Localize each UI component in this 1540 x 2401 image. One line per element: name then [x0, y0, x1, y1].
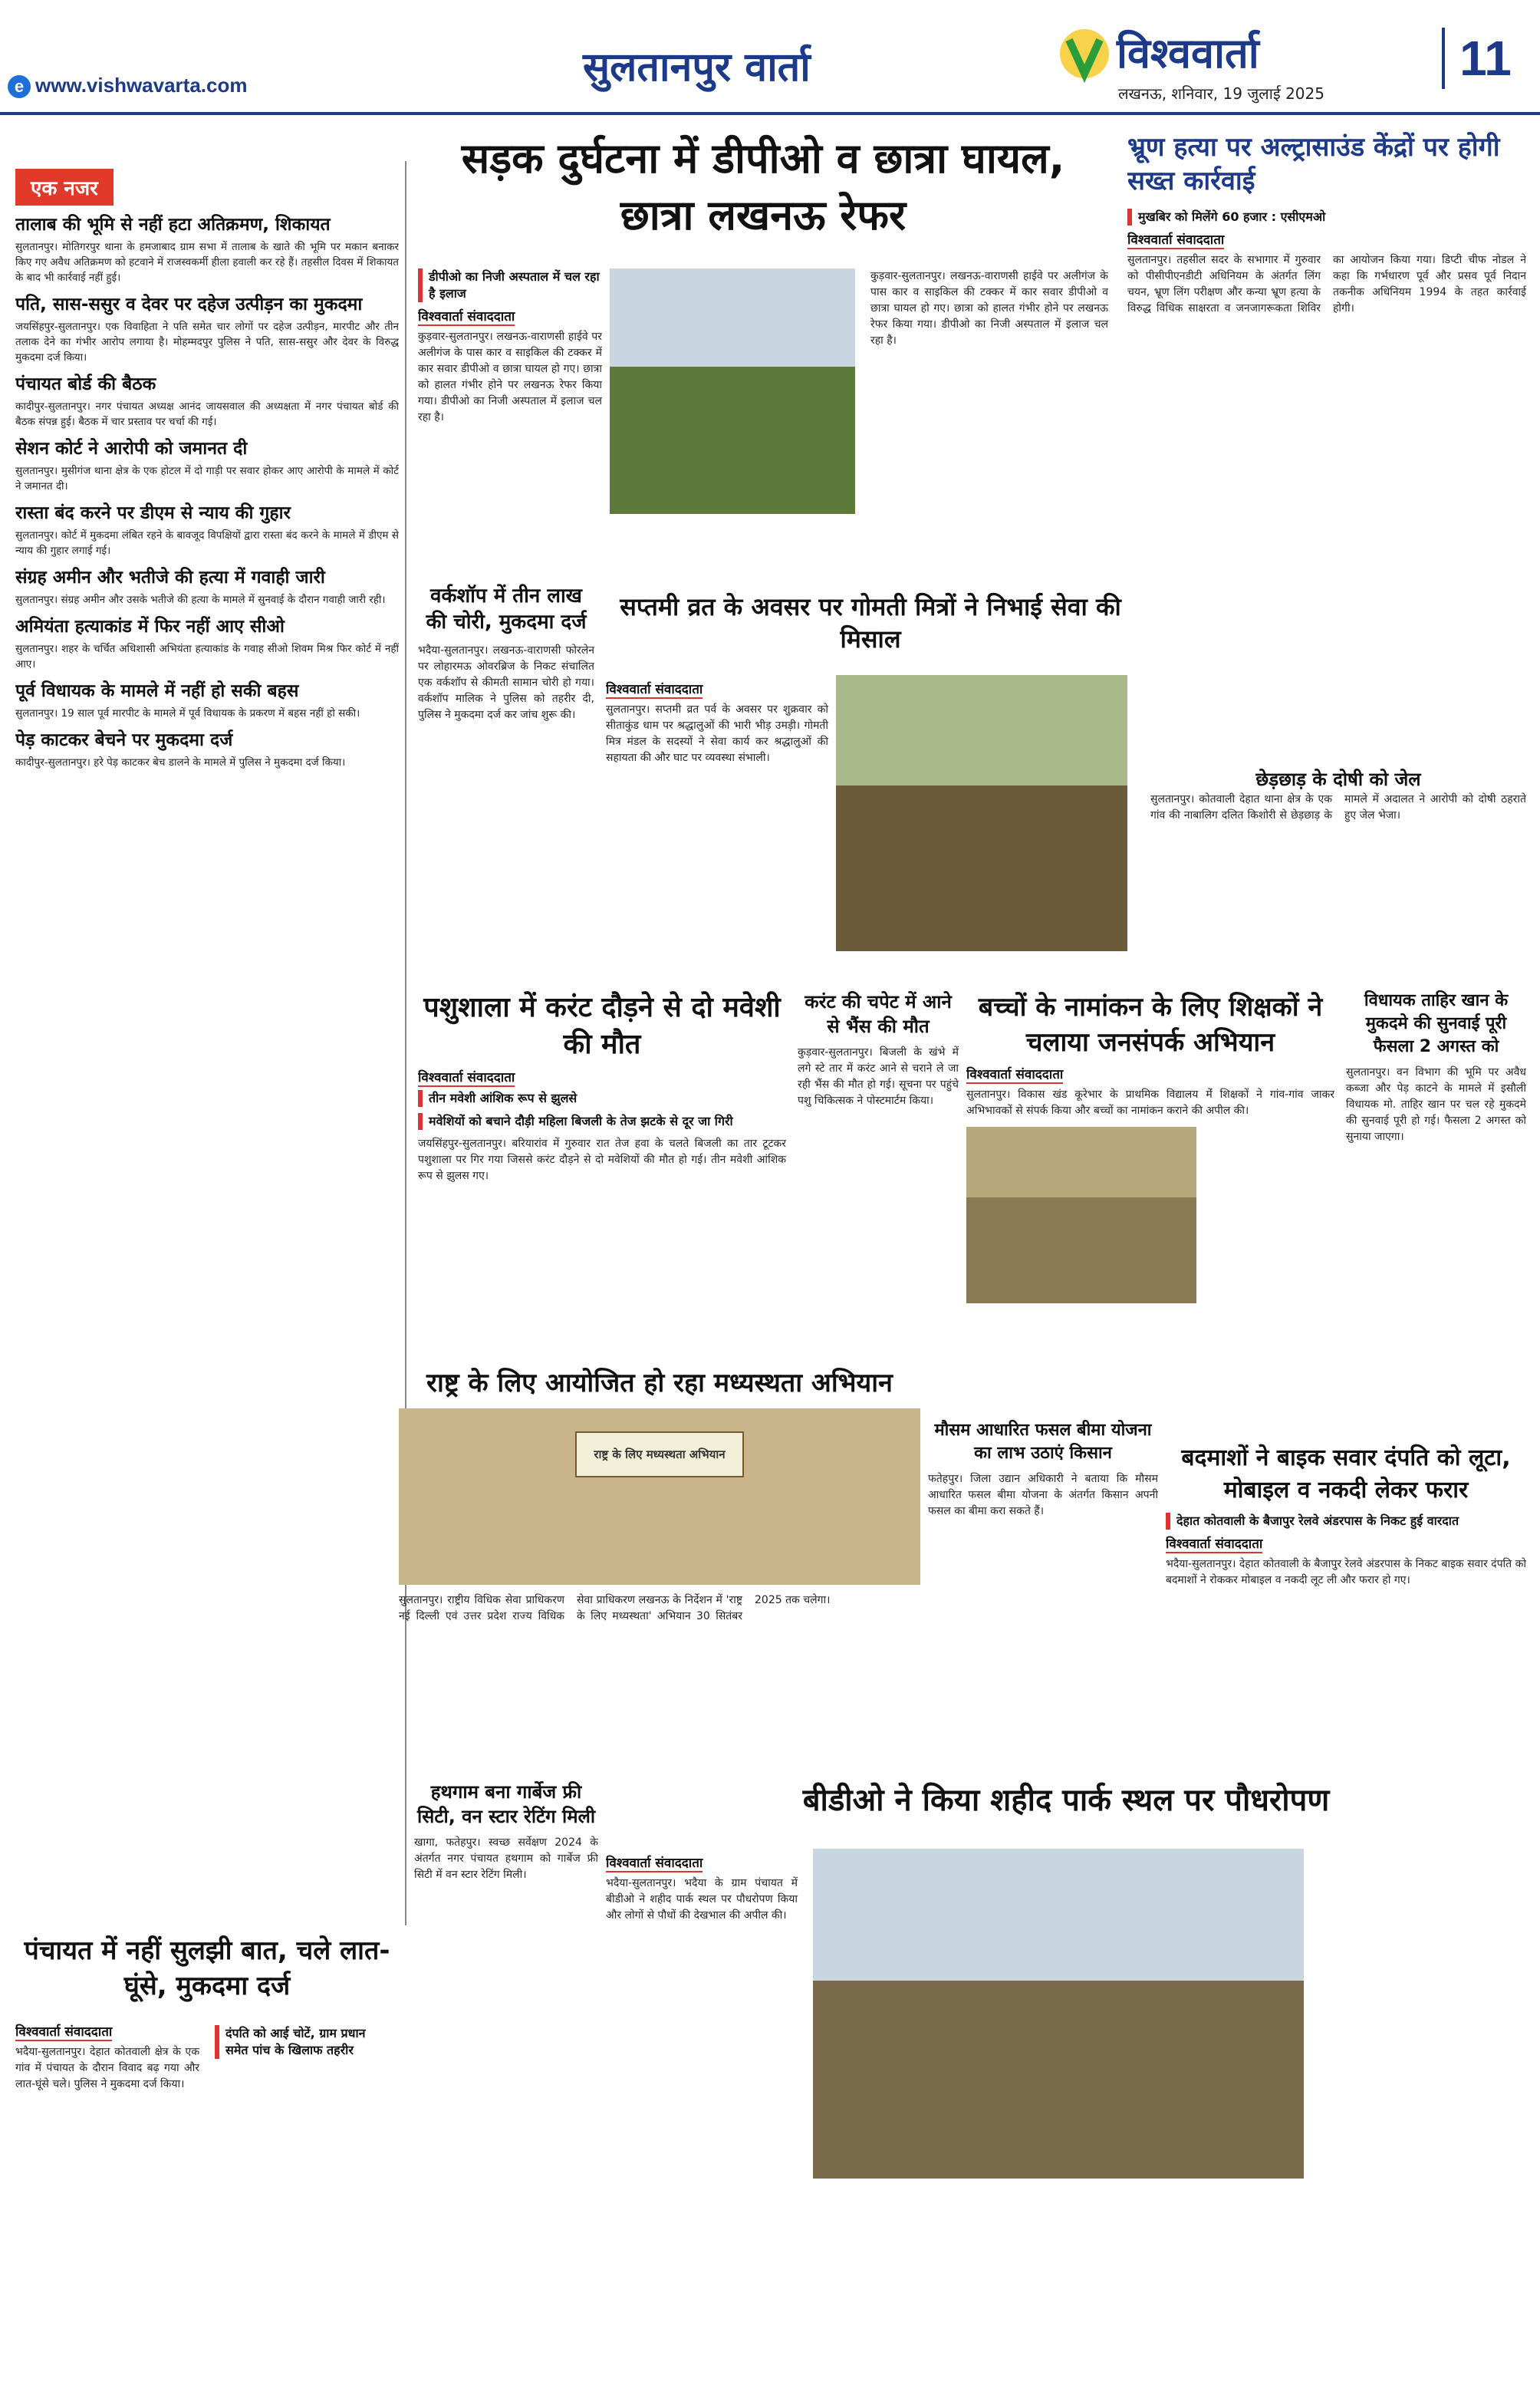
brief-text: कादीपुर-सुलतानपुर। नगर पंचायत अध्यक्ष आनंद जायसवाल की अध्यक्षता में नगर पंचायत बोर्ड की बैठक संपन्न हुई। बैठक में चार प्रस्ताव पर चर्चा की गई। — [15, 400, 399, 428]
ultrasound-byline: विश्ववार्ता संवाददाता — [1127, 230, 1224, 249]
brief-item — [15, 437, 399, 494]
mla-body: सुलतानपुर। वन विभाग की भूमि पर अवैध कब्जा और पेड़ काटने के मामले में इसौली विधायक मो. ताहिर खान पर चल रहे मुकदमे की सुनवाई पूरी हो गई। फैसला 2 अगस्त को सुनाया जाएगा। — [1346, 1066, 1526, 1143]
crop-story — [928, 1419, 1158, 1764]
ultrasound-headline[interactable]: भ्रूण हत्या पर अल्ट्रासाउंड केंद्रों पर होगी सख्त कार्रवाई — [1127, 132, 1500, 196]
cattle-callout-1: तीन मवेशी आंशिक रूप से झुलसे — [418, 1090, 786, 1107]
brief-headline[interactable]: संग्रह अमीन और भतीजे की हत्या में गवाही जारी — [15, 568, 325, 588]
cattle-byline: विश्ववार्ता संवाददाता — [418, 1068, 515, 1087]
park-byline: विश्ववार्ता संवाददाता — [606, 1853, 703, 1872]
robbery-byline: विश्ववार्ता संवाददाता — [1166, 1534, 1262, 1553]
brief-text: सुलतानपुर। संग्रह अमीन और उसके भतीजे की हत्या के मामले में सुनवाई के दौरान गवाही जारी रही। — [15, 594, 386, 606]
enroll-story — [966, 990, 1334, 1404]
brief-text: जयसिंहपुर-सुलतानपुर। एक विवाहिता ने पति समेत चार लोगों पर दहेज उत्पीड़न, मारपीट और तीन तलाक देने का गंभीर आरोप लगाया है। मोहम्मदपुर पुलिस ने पति, सास-ससुर और देवर के विरुद्ध मुकदमा दर्ज किया। — [15, 321, 399, 364]
jail-body: सुलतानपुर। कोतवाली देहात थाना क्षेत्र के एक गांव की नाबालिग दलित किशोरी से छेड़छाड़ के मामले में अदालत ने आरोपी को दोषी ठहराते हुए जेल भेजा। — [1150, 793, 1526, 822]
brief-item — [15, 213, 399, 285]
cattle-body: जयसिंहपुर-सुलतानपुर। बरियारांव में गुरुवार रात तेज हवा के चलते बिजली का तार टूटकर पशुशाला पर गिर गया जिससे करंट दौड़ने से दो मवेशियों की मौत हो गई। तीन मवेशी आंशिक रूप से झुलस गए। — [418, 1138, 786, 1182]
mediation-banner: राष्ट्र के लिए मध्यस्थता अभियान — [575, 1431, 744, 1477]
gomti-body: सुलतानपुर। सप्तमी व्रत पर्व के अवसर पर शुक्रवार को सीताकुंड धाम पर श्रद्धालुओं की भारी भीड़ उमड़ी। गोमती मित्र मंडल के सदस्यों ने सेवा कार्य कर श्रद्धालुओं की सहायता की और घाट पर व्यवस्था संभाली। — [606, 703, 828, 764]
hathgaon-story — [414, 1780, 598, 2393]
brief-headline[interactable]: अमियंता हत्याकांड में फिर नहीं आए सीओ — [15, 617, 285, 637]
brief-item — [15, 680, 399, 721]
panchayat-callout: दंपति को आई चोटें, ग्राम प्रधान समेत पांच के खिलाफ तहरीर — [215, 2025, 391, 2059]
panchayat-headline[interactable]: पंचायत में नहीं सुलझी बात, चले लात-घूंसे, मुकदमा दर्ज — [24, 1935, 390, 2001]
brief-headline[interactable]: तालाब की भूमि से नहीं हटा अतिक्रमण, शिकायत — [15, 215, 331, 235]
mediation-headline[interactable]: राष्ट्र के लिए आयोजित हो रहा मध्यस्थता अभियान — [426, 1368, 893, 1398]
brief-text: सुलतानपुर। मोतिगरपुर थाना के हमजाबाद ग्राम सभा में तालाब के खाते की भूमि पर मकान बनाकर किए गए अवैध अतिक्रमण को हटवाने में राजस्वकर्मी हीला हवाली कर रहे हैं। तहसील दिवस में शिकायत के बाद भी कार्रवाई नहीं हुई। — [15, 241, 399, 284]
workshop-body: भदैया-सुलतानपुर। लखनऊ-वाराणसी फोरलेन पर लोहारमऊ ओवरब्रिज के निकट संचालित एक वर्कशॉप से कीमती सामान चोरी हो गया। वर्कशॉप मालिक ने पुलिस को तहरीर दी, पुलिस ने मुकदमा दर्ज कर जांच शुरू की। — [418, 644, 594, 721]
brief-item — [15, 502, 399, 558]
cattle-headline[interactable]: पशुशाला में करंट दौड़ने से दो मवेशी की मौत — [423, 992, 781, 1060]
park-photo — [813, 1849, 1304, 2179]
lead-byline: विश्ववार्ता संवाददाता — [418, 307, 515, 326]
briefs-column — [15, 169, 399, 1925]
workshop-headline[interactable]: वर्कशॉप में तीन लाख की चोरी, मुकदमा दर्ज — [426, 585, 587, 634]
cattle-story — [418, 990, 786, 1358]
robbery-story — [1166, 1442, 1526, 1764]
brief-headline[interactable]: पति, सास-ससुर व देवर पर दहेज उत्पीड़न का मुकदमा — [15, 295, 363, 315]
crop-body: फतेहपुर। जिला उद्यान अधिकारी ने बताया कि मौसम आधारित फसल बीमा योजना के अंतर्गत किसान अपनी फसल का बीमा करा सकते हैं। — [928, 1473, 1158, 1517]
brief-text: सुलतानपुर। कोर्ट में मुकदमा लंबित रहने के बावजूद विपक्षियों द्वारा रास्ता बंद करने के मामले में डीएम से न्याय की गुहार लगाई गई। — [15, 529, 399, 557]
panchayat-body: भदैया-सुलतानपुर। देहात कोतवाली क्षेत्र के एक गांव में पंचायत के दौरान विवाद बढ़ गया और लात-घूंसे चले। पुलिस ने मुकदमा दर्ज किया। — [15, 2046, 199, 2090]
mediation-photo — [399, 1408, 920, 1585]
brief-item — [15, 566, 399, 608]
mediation-body: सुलतानपुर। राष्ट्रीय विधिक सेवा प्राधिकरण नई दिल्ली एवं उत्तर प्रदेश राज्य विधिक सेवा प्राधिकरण लखनऊ के निर्देशन में 'राष्ट्र के लिए मध्यस्थता' अभियान 30 सितंबर 2025 तक चलेगा। — [399, 1594, 831, 1622]
enroll-headline[interactable]: बच्चों के नामांकन के लिए शिक्षकों ने चलाया जनसंपर्क अभियान — [978, 992, 1323, 1058]
mediation-story — [399, 1365, 920, 1764]
gomti-story — [606, 591, 1135, 1051]
hathgaon-headline[interactable]: हथगाम बना गार्बेज फ्री सिटी, वन स्टार रेटिंग मिली — [416, 1781, 596, 1827]
park-headline[interactable]: बीडीओ ने किया शहीद पार्क स्थल पर पौधरोपण — [802, 1783, 1330, 1818]
lead-body-cont: कुड़वार-सुलतानपुर। लखनऊ-वाराणसी हाईवे पर अलीगंज के पास कार व साइकिल की टक्कर में कार सवार डीपीओ व छात्रा घायल हो गए। छात्रा को हालत गंभीर होने पर लखनऊ रेफर किया गया। डीपीओ का निजी अस्पताल में इलाज चल रहा है। — [870, 270, 1108, 347]
brief-item — [15, 615, 399, 672]
robbery-callout: देहात कोतवाली के बैजापुर रेलवे अंडरपास के निकट हुई वारदात — [1166, 1513, 1526, 1530]
section-title: सुलतानपुर वार्ता — [583, 44, 811, 91]
brief-headline[interactable]: सेशन कोर्ट ने आरोपी को जमानत दी — [15, 439, 248, 459]
brand-name: विश्ववार्ता — [1117, 29, 1259, 77]
brief-item — [15, 729, 399, 770]
enroll-byline: विश्ववार्ता संवाददाता — [966, 1065, 1063, 1084]
mla-headline[interactable]: विधायक ताहिर खान के मुकदमे की सुनवाई पूरी फैसला 2 अगस्त को — [1364, 991, 1509, 1056]
ultrasound-callout: मुखबिर को मिलेंगे 60 हजार : एसीएमओ — [1127, 209, 1526, 226]
lead-callout: डीपीओ का निजी अस्पताल में चल रहा है इलाज — [418, 268, 602, 302]
brief-text: सुलतानपुर। 19 साल पूर्व मारपीट के मामले में पूर्व विधायक के प्रकरण में बहस नहीं हो सकी। — [15, 707, 360, 720]
gomti-headline[interactable]: सप्तमी व्रत के अवसर पर गोमती मित्रों ने निभाई सेवा की मिसाल — [620, 592, 1121, 654]
jail-story — [1150, 767, 1526, 936]
brief-headline[interactable]: पंचायत बोर्ड की बैठक — [15, 374, 156, 394]
buffalo-headline[interactable]: करंट की चपेट में आने से भैंस की मौत — [805, 991, 952, 1037]
brief-text: सुलतानपुर। मुसीगंज थाना क्षेत्र के एक होटल में दो गाड़ी पर सवार होकर आए आरोपी के मामले में कोर्ट ने जमानत दी। — [15, 465, 399, 492]
gomti-byline: विश्ववार्ता संवाददाता — [606, 680, 703, 699]
robbery-headline[interactable]: बदमाशों ने बाइक सवार दंपति को लूटा, मोबाइल व नकदी लेकर फरार — [1181, 1444, 1511, 1504]
brief-text: सुलतानपुर। शहर के चर्चित अधिशासी अभियंता हत्याकांड के गवाह सीओ शिवम मिश्र फिर कोर्ट में नहीं आए। — [15, 643, 399, 670]
buffalo-body: कुड़वार-सुलतानपुर। बिजली के खंभे में लगे स्टे तार में करंट आने से चराने ले जा रही भैंस की मौत हो गई। सूचना पर पहुंचे पशु चिकित्सक ने पोस्टमार्टम किया। — [798, 1046, 959, 1107]
page-number: 11 — [1442, 28, 1526, 89]
crop-headline[interactable]: मौसम आधारित फसल बीमा योजना का लाभ उठाएं किसान — [934, 1421, 1152, 1463]
mla-story — [1346, 990, 1526, 1419]
ek-nazar-tag: एक नजर — [15, 169, 114, 206]
gomti-photo — [836, 675, 1127, 951]
brief-headline[interactable]: रास्ता बंद करने पर डीएम से न्याय की गुहार — [15, 503, 291, 523]
lead-headline[interactable]: सड़क दुर्घटना में डीपीओ व छात्रा घायल, छात्रा लखनऊ रेफर — [461, 134, 1065, 239]
site-url[interactable]: e www.vishwavarta.com — [8, 74, 247, 98]
park-body: भदैया-सुलतानपुर। भदैया के ग्राम पंचायत में बीडीओ ने शहीद पार्क स्थल पर पौधरोपण किया और लोगों से पौधों की देखभाल की अपील की। — [606, 1877, 798, 1922]
enroll-body: सुलतानपुर। विकास खंड कूरेभार के प्राथमिक विद्यालय मेंं शिक्षकों ने गांव-गांव जाकर अभिभावकों से संपर्क किया और बच्चों का नामांकन कराने की अपील की। — [966, 1089, 1334, 1117]
dateline: लखनऊ, शनिवार, 19 जुलाई 2025 — [1118, 84, 1324, 103]
hathgaon-body: खागा, फतेहपुर। स्वच्छ सर्वेक्षण 2024 के अंतर्गत नगर पंचायत हथगाम को गार्बेज फ्री सिटी में वन स्टार रेटिंग मिली। — [414, 1836, 598, 1881]
browser-icon: e — [8, 75, 31, 98]
children-photo — [966, 1127, 1196, 1303]
brief-headline[interactable]: पूर्व विधायक के मामले में नहीं हो सकी बहस — [15, 681, 299, 701]
ultrasound-body: सुलतानपुर। तहसील सदर के सभागार में गुरुवार को पीसीपीएनडीटी अधिनियम के अंतर्गत लिंग चयन, भ्रूण लिंग परीक्षण और कन्या भ्रूण हत्या के विरुद्ध विधिक साक्षरता व जनजागरूकता शिविर का आयोजन किया गया। डिप्टी चीफ नोडल ने कहा कि गर्भधारण पूर्व और प्रसव पूर्व निदान तकनीक अधिनियम 1994 के तहत कार्रवाई होगी। — [1127, 254, 1526, 315]
briefs-list — [15, 213, 399, 770]
lead-body: कुड़वार-सुलतानपुर। लखनऊ-वाराणसी हाईवे पर अलीगंज के पास कार व साइकिल की टक्कर में कार सवार डीपीओ व छात्रा घायल हो गए। छात्रा को हालत गंभीर होने पर लखनऊ रेफर किया गया। डीपीओ का निजी अस्पताल में इलाज चल रहा है। — [418, 331, 602, 423]
ultrasound-story — [1127, 130, 1526, 759]
brief-text: कादीपुर-सुलतानपुर। हरे पेड़ काटकर बेच डालने के मामले में पुलिस ने मुकदमा दर्ज किया। — [15, 756, 346, 769]
brief-headline[interactable]: पेड़ काटकर बेचने पर मुकदमा दर्ज — [15, 730, 233, 750]
workshop-story — [418, 583, 594, 921]
lead-story — [418, 130, 1108, 575]
brief-item — [15, 293, 399, 365]
masthead — [0, 0, 1540, 115]
cattle-callout-2: मवेशियों को बचाने दौड़ी महिला बिजली के तेज झटके से दूर जा गिरी — [418, 1113, 786, 1130]
park-story — [606, 1780, 1526, 2393]
buffalo-story — [798, 990, 959, 1335]
accident-photo — [610, 268, 855, 514]
panchayat-story — [15, 1933, 399, 2393]
robbery-body: भदैया-सुलतानपुर। देहात कोतवाली के बैजापुर रेलवे अंडरपास के निकट बाइक सवार दंपति को बदमाशों ने रोककर मोबाइल व नकदी लूट ली और फरार हो गए। — [1166, 1558, 1526, 1586]
panchayat-byline: विश्ववार्ता संवाददाता — [15, 2022, 112, 2041]
jail-headline[interactable]: छेड़छाड़ के दोषी को जेल — [1255, 769, 1421, 790]
brief-item — [15, 373, 399, 430]
brand-logo-icon — [1058, 25, 1111, 83]
